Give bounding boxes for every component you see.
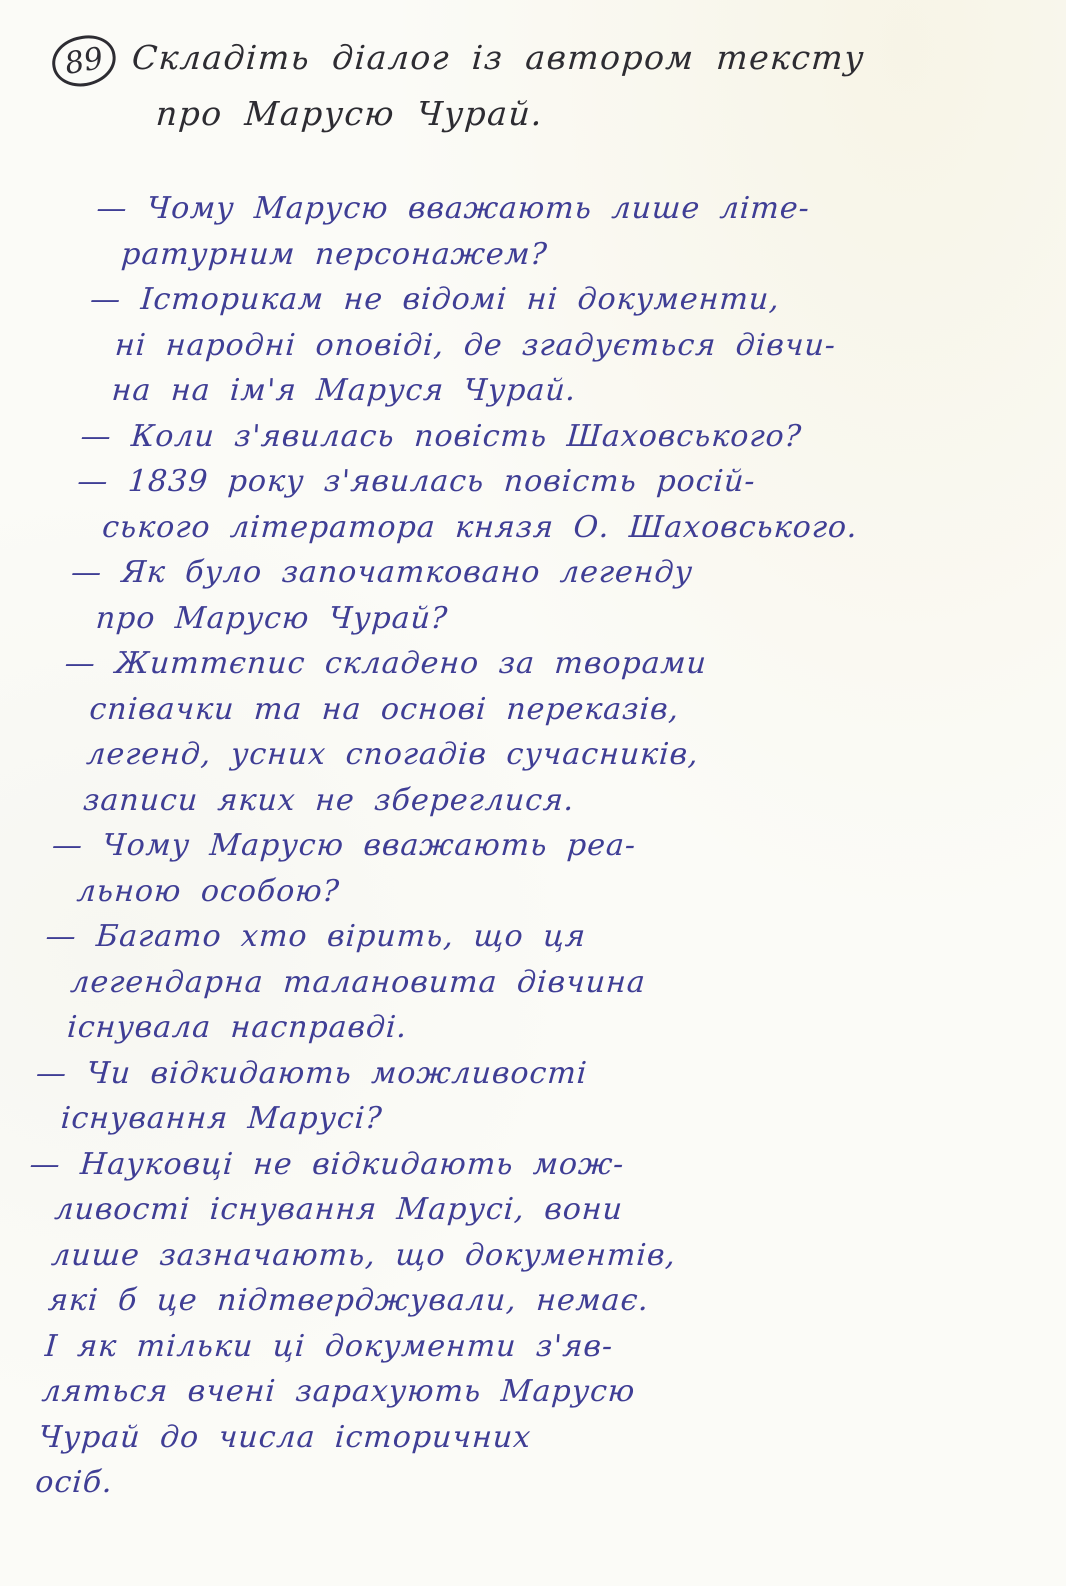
handwritten-line: на на ім'я Маруся Чурай.: [110, 373, 578, 408]
handwritten-line: — Багато хто вірить, що ця: [44, 919, 588, 954]
exercise-title: [126, 30, 867, 142]
handwritten-line: — Коли з'явилась повість Шаховського?: [79, 418, 804, 454]
handwritten-line: легендарна талановита дівчина: [69, 964, 648, 1000]
handwritten-line: які б це підтверджували, немає.: [46, 1283, 651, 1318]
handwritten-line: — Чи відкидають можливості: [34, 1055, 589, 1091]
handwritten-line: — Життєпис складено за творами: [63, 646, 709, 681]
exercise-title-line-2: про Марусю Чурай.: [154, 94, 545, 133]
handwritten-line: — Як було започатковано легенду: [69, 555, 695, 590]
exercise-title-line-1: Складіть діалог із автором тексту: [130, 38, 867, 77]
handwritten-line: ляться вчені зарахують Марусю: [40, 1374, 637, 1409]
handwritten-line: легенд, усних спогадів сучасників,: [85, 737, 700, 772]
handwritten-line: співачки та на основі переказів,: [88, 691, 681, 727]
handwritten-line: про Марусю Чурай?: [94, 600, 450, 636]
handwritten-line: ського літератора князя О. Шаховського.: [101, 509, 859, 545]
handwritten-line: Чурай до числа історичних: [37, 1419, 533, 1455]
dialogue-body: [6, 186, 1066, 1506]
handwritten-line: — 1839 року з'явилась повість росій-: [76, 464, 757, 499]
handwritten-line: — Історикам не відомі ні документи,: [88, 282, 782, 317]
exercise-heading: [52, 30, 1036, 142]
handwritten-line: існування Марусі?: [59, 1101, 384, 1136]
handwritten-line: ливості існування Марусі, вони: [53, 1192, 625, 1227]
handwritten-line: осіб.: [34, 1465, 115, 1500]
handwritten-line: — Науковці не відкидають мож-: [28, 1146, 626, 1182]
handwritten-line: існувала насправді.: [66, 1010, 409, 1045]
handwritten-line: — Чому Марусю вважають лише літе-: [95, 191, 812, 226]
handwritten-line: лише зазначають, що документів,: [50, 1237, 678, 1273]
handwritten-line: льною особою?: [75, 873, 342, 909]
handwritten-line: ні народні оповіді, де згадується дівчи-: [113, 327, 838, 363]
handwritten-line: — Чому Марусю вважають реа-: [50, 828, 638, 863]
handwritten-line: записи яких не збереглися.: [81, 782, 576, 818]
exercise-number: 89: [62, 40, 106, 82]
handwritten-line: ратурним персонажем?: [120, 236, 549, 272]
exercise-number-circle: [48, 31, 120, 91]
handwritten-line: І як тільки ці документи з'яв-: [43, 1328, 615, 1364]
